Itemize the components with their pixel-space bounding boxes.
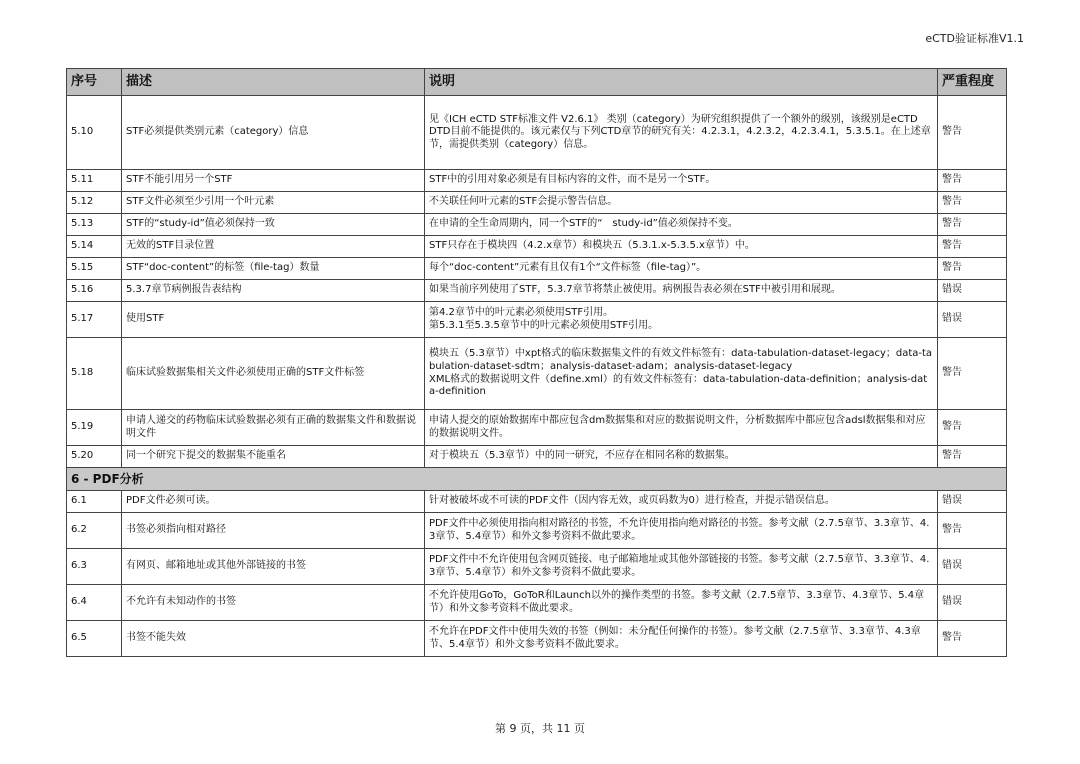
rule-severity: 警告 bbox=[938, 513, 1007, 549]
rule-explanation: STF中的引用对象必须是有目标内容的文件，而不是另一个STF。 bbox=[425, 170, 938, 192]
table-row bbox=[67, 236, 1007, 258]
rule-description: 申请人递交的药物临床试验数据必须有正确的数据集文件和数据说明文件 bbox=[122, 410, 425, 446]
table-row bbox=[67, 258, 1007, 280]
table-row bbox=[67, 621, 1007, 657]
rule-id: 5.15 bbox=[67, 258, 122, 280]
rule-severity: 警告 bbox=[938, 410, 1007, 446]
rule-description: 使用STF bbox=[122, 302, 425, 338]
rule-severity: 警告 bbox=[938, 446, 1007, 468]
column-header-description: 描述 bbox=[122, 69, 425, 96]
rule-description: 不允许有未知动作的书签 bbox=[122, 585, 425, 621]
table-body bbox=[67, 96, 1007, 657]
rule-id: 5.19 bbox=[67, 410, 122, 446]
rule-description: STF文件必须至少引用一个叶元素 bbox=[122, 192, 425, 214]
table-row bbox=[67, 280, 1007, 302]
validation-rules-table bbox=[66, 68, 1007, 657]
rule-id: 6.4 bbox=[67, 585, 122, 621]
rule-explanation: 模块五（5.3章节）中xpt格式的临床数据集文件的有效文件标签有：data-tabulation-dataset-legacy；data-tabulation-dataset-sdtm；analysis-dataset-adam；analysis-dataset-legacy XML格式的数据说明文件（define.xml）的有效文件标签有：data-tabulation-data-definition；analysis-data-definition bbox=[425, 338, 938, 410]
rule-explanation: 对于模块五（5.3章节）中的同一研究，不应存在相同名称的数据集。 bbox=[425, 446, 938, 468]
rule-explanation: PDF文件中必须使用指向相对路径的书签，不允许使用指向绝对路径的书签。参考文献（2.7.5章节、3.3章节、4.3章节、5.4章节）和外文参考资料不做此要求。 bbox=[425, 513, 938, 549]
rule-severity: 错误 bbox=[938, 280, 1007, 302]
column-header-id: 序号 bbox=[67, 69, 122, 96]
rule-explanation: 不允许在PDF文件中使用失效的书签（例如：未分配任何操作的书签）。参考文献（2.7.5章节、3.3章节、4.3章节、5.4章节）和外文参考资料不做此要求。 bbox=[425, 621, 938, 657]
table-row bbox=[67, 192, 1007, 214]
rule-description: STF“doc-content”的标签（file-tag）数量 bbox=[122, 258, 425, 280]
rule-explanation: 每个“doc-content”元素有且仅有1个“文件标签（file-tag）”。 bbox=[425, 258, 938, 280]
rule-description: 临床试验数据集相关文件必须使用正确的STF文件标签 bbox=[122, 338, 425, 410]
rule-id: 5.17 bbox=[67, 302, 122, 338]
rule-severity: 警告 bbox=[938, 214, 1007, 236]
table-row bbox=[67, 549, 1007, 585]
rule-description: PDF文件必须可读。 bbox=[122, 491, 425, 513]
rule-explanation: 不关联任何叶元素的STF会提示警告信息。 bbox=[425, 192, 938, 214]
rule-id: 6.2 bbox=[67, 513, 122, 549]
table-row bbox=[67, 302, 1007, 338]
table-row bbox=[67, 214, 1007, 236]
rule-description: 5.3.7章节病例报告表结构 bbox=[122, 280, 425, 302]
rule-explanation: 不允许使用GoTo，GoToR和Launch以外的操作类型的书签。参考文献（2.7.5章节、3.3章节、4.3章节、5.4章节）和外文参考资料不做此要求。 bbox=[425, 585, 938, 621]
column-header-severity: 严重程度 bbox=[938, 69, 1007, 96]
rule-explanation: 针对被破坏或不可读的PDF文件（因内容无效，或页码数为0）进行检查，并提示错误信息。 bbox=[425, 491, 938, 513]
rule-explanation: STF只存在于模块四（4.2.x章节）和模块五（5.3.1.x-5.3.5.x章节）中。 bbox=[425, 236, 938, 258]
rule-description: STF必须提供类别元素（category）信息 bbox=[122, 96, 425, 170]
table-row bbox=[67, 170, 1007, 192]
rule-explanation: 在申请的全生命周期内，同一个STF的“ study-id”值必须保持不变。 bbox=[425, 214, 938, 236]
table-header-row bbox=[67, 69, 1007, 96]
page-footer: 第 9 页，共 11 页 bbox=[495, 722, 585, 735]
rule-id: 5.12 bbox=[67, 192, 122, 214]
rule-id: 6.5 bbox=[67, 621, 122, 657]
rule-id: 5.10 bbox=[67, 96, 122, 170]
rule-severity: 警告 bbox=[938, 338, 1007, 410]
rule-description: 无效的STF目录位置 bbox=[122, 236, 425, 258]
table-row bbox=[67, 585, 1007, 621]
rule-description: 同一个研究下提交的数据集不能重名 bbox=[122, 446, 425, 468]
rule-id: 5.14 bbox=[67, 236, 122, 258]
rule-explanation: 申请人提交的原始数据库中都应包含dm数据集和对应的数据说明文件，分析数据库中都应包含adsl数据集和对应的数据说明文件。 bbox=[425, 410, 938, 446]
column-header-explanation: 说明 bbox=[425, 69, 938, 96]
table-row bbox=[67, 338, 1007, 410]
rule-explanation: 见《ICH eCTD STF标准文件 V2.6.1》 类别（category）为研究组织提供了一个额外的级别，该级别是eCTD DTD目前不能提供的。该元素仅与下列CTD章节的研究有关：4.2.3.1，4.2.3.2，4.2.3.4.1，5.3.5.1。在上述章节，需提供类别（category）信息。 bbox=[425, 96, 938, 170]
table-row bbox=[67, 491, 1007, 513]
rule-description: STF不能引用另一个STF bbox=[122, 170, 425, 192]
rule-severity: 错误 bbox=[938, 549, 1007, 585]
document-header: eCTD验证标准V1.1 bbox=[925, 32, 1024, 45]
rule-severity: 错误 bbox=[938, 302, 1007, 338]
rule-severity: 错误 bbox=[938, 585, 1007, 621]
rule-severity: 错误 bbox=[938, 491, 1007, 513]
rule-description: 书签不能失效 bbox=[122, 621, 425, 657]
rule-severity: 警告 bbox=[938, 236, 1007, 258]
section-row bbox=[67, 468, 1007, 491]
rule-id: 6.3 bbox=[67, 549, 122, 585]
rule-id: 5.11 bbox=[67, 170, 122, 192]
section-title: 6 - PDF分析 bbox=[67, 468, 1007, 491]
table-row bbox=[67, 96, 1007, 170]
rule-id: 5.13 bbox=[67, 214, 122, 236]
rule-severity: 警告 bbox=[938, 192, 1007, 214]
rule-severity: 警告 bbox=[938, 170, 1007, 192]
rule-id: 5.18 bbox=[67, 338, 122, 410]
rule-id: 6.1 bbox=[67, 491, 122, 513]
rule-id: 5.16 bbox=[67, 280, 122, 302]
rule-explanation: 如果当前序列使用了STF，5.3.7章节将禁止被使用。病例报告表必须在STF中被引用和展现。 bbox=[425, 280, 938, 302]
rule-explanation: 第4.2章节中的叶元素必须使用STF引用。 第5.3.1至5.3.5章节中的叶元素必须使用STF引用。 bbox=[425, 302, 938, 338]
table-row bbox=[67, 410, 1007, 446]
table-row bbox=[67, 446, 1007, 468]
rule-description: 有网页、邮箱地址或其他外部链接的书签 bbox=[122, 549, 425, 585]
table-row bbox=[67, 513, 1007, 549]
rule-explanation: PDF文件中不允许使用包含网页链接、电子邮箱地址或其他外部链接的书签。参考文献（2.7.5章节、3.3章节、4.3章节、5.4章节）和外文参考资料不做此要求。 bbox=[425, 549, 938, 585]
rule-id: 5.20 bbox=[67, 446, 122, 468]
rule-severity: 警告 bbox=[938, 96, 1007, 170]
rule-severity: 警告 bbox=[938, 621, 1007, 657]
rule-severity: 警告 bbox=[938, 258, 1007, 280]
rule-description: 书签必须指向相对路径 bbox=[122, 513, 425, 549]
rule-description: STF的“study-id”值必须保持一致 bbox=[122, 214, 425, 236]
